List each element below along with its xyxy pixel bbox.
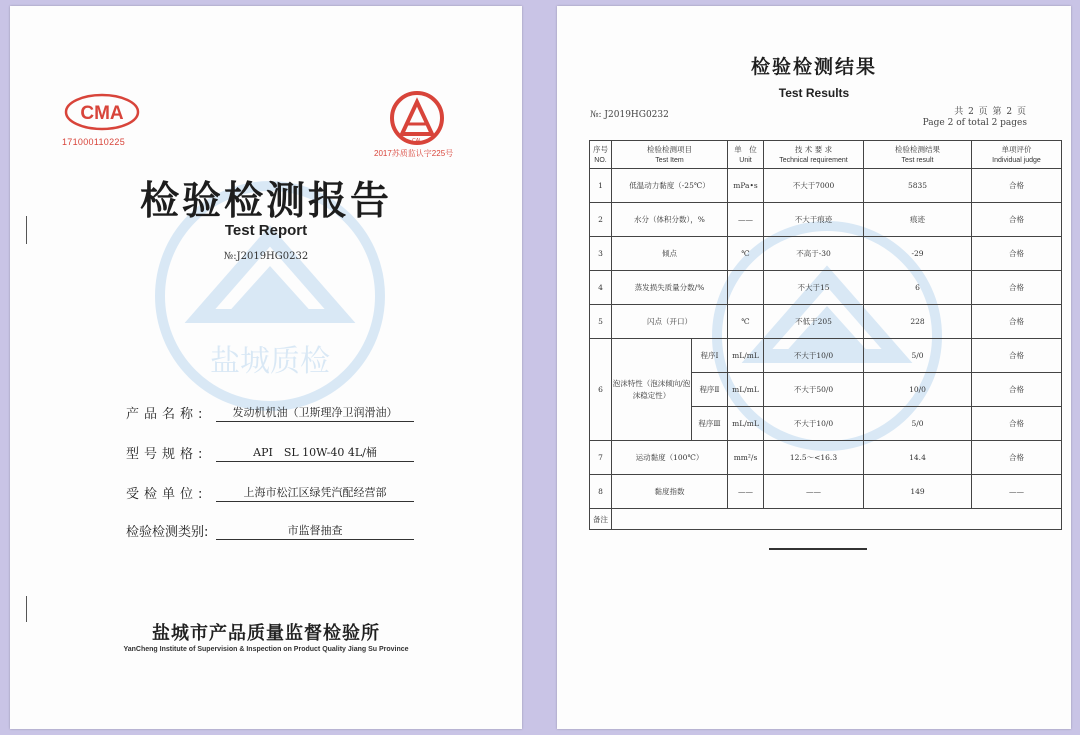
page-count-en: Page 2 of total 2 pages (922, 118, 1027, 128)
report-number: №:J2019HG0232 (223, 251, 309, 262)
results-title: 检验检测结果 (750, 56, 877, 78)
inspection-category-row (126, 520, 414, 540)
table-row (590, 441, 1062, 475)
cal-cert-text: 2017苏质监认字225号 (374, 149, 454, 158)
header-item: 检验检测项目 Test Item (612, 141, 728, 169)
product-name-row (126, 402, 414, 422)
cell-item: 蒸发损失质量分数/% (612, 271, 728, 305)
svg-text:CMA: CMA (80, 103, 124, 124)
cell-judge: 合格 (972, 271, 1062, 305)
end-rule (769, 548, 867, 550)
product-name-value: 发动机机油（卫斯理净卫润滑油） (216, 404, 414, 422)
table-row (590, 339, 1062, 373)
cell-item: 水分（体积分数），% (612, 203, 728, 237)
cell-unit: ℃ (728, 237, 764, 271)
cell-judge: 合格 (972, 305, 1062, 339)
cell-no: 5 (590, 305, 612, 339)
cell-no: 4 (590, 271, 612, 305)
cell-unit: —— (728, 475, 764, 509)
institute-name-cn: 盐城市产品质量监督检验所 (152, 623, 380, 644)
table-row (590, 203, 1062, 237)
cell-item: 低温动力黏度（-25℃） (612, 169, 728, 203)
cma-number: 171000110225 (62, 137, 125, 147)
cell-unit: ℃ (728, 305, 764, 339)
svg-text:盐城质检: 盐城质检 (210, 344, 330, 379)
report-title: 检验检测报告 (139, 179, 392, 224)
table-row (590, 237, 1062, 271)
cell-requirement: 不大于10/0 (764, 339, 864, 373)
cell-sequence: 程序Ⅰ (692, 339, 728, 373)
remark-cell (612, 509, 1062, 530)
table-row (590, 475, 1062, 509)
header-result: 检验检测结果 Test result (864, 141, 972, 169)
model-spec-value: API SL 10W-40 4L/桶 (216, 444, 414, 462)
cell-no: 1 (590, 169, 612, 203)
table-row (590, 169, 1062, 203)
cell-requirement: 不大于15 (764, 271, 864, 305)
cell-judge: 合格 (972, 237, 1062, 271)
cell-judge: 合格 (972, 169, 1062, 203)
cell-no: 2 (590, 203, 612, 237)
cell-unit: mPa•s (728, 169, 764, 203)
cell-item: 运动黏度（100℃） (612, 441, 728, 475)
header-requirement: 技 术 要 求 Technical requirement (764, 141, 864, 169)
test-results-page (557, 6, 1071, 729)
cell-judge: 合格 (972, 441, 1062, 475)
cal-logo (384, 90, 450, 146)
inspected-unit-row (126, 482, 414, 502)
cell-result: 5/0 (864, 407, 972, 441)
results-table (589, 140, 1062, 530)
inspected-unit-value: 上海市松江区绿凭汽配经营部 (216, 484, 414, 502)
cell-result: -29 (864, 237, 972, 271)
cell-requirement: 不高于-30 (764, 237, 864, 271)
page-count-cn: 共 2 页 第 2 页 (954, 107, 1027, 117)
cell-judge: 合格 (972, 203, 1062, 237)
cell-result: 5/0 (864, 339, 972, 373)
cell-result: 14.4 (864, 441, 972, 475)
cell-item: 闪点（开口） (612, 305, 728, 339)
header-judge: 单项评价 Individual judge (972, 141, 1062, 169)
cell-item: 泡沫特性（泡沫倾向/泡沫稳定性） (612, 339, 692, 441)
cell-result: 6 (864, 271, 972, 305)
results-subtitle: Test Results (778, 86, 850, 100)
cell-requirement: —— (764, 475, 864, 509)
institute-name-en: YanCheng Institute of Supervision & Inspection on Product Quality Jiang Su Province (123, 646, 409, 653)
cell-requirement: 12.5～<16.3 (764, 441, 864, 475)
cell-result: 痕迹 (864, 203, 972, 237)
cell-no: 8 (590, 475, 612, 509)
model-spec-row (126, 442, 414, 462)
cell-result: 149 (864, 475, 972, 509)
cell-requirement: 不大于10/0 (764, 407, 864, 441)
cell-sequence: 程序Ⅱ (692, 373, 728, 407)
product-name-label: 产品名称: (126, 407, 208, 422)
cell-item: 倾点 (612, 237, 728, 271)
cell-unit: —— (728, 203, 764, 237)
report-cover-page (10, 6, 522, 729)
cell-result: 228 (864, 305, 972, 339)
cell-requirement: 不低于205 (764, 305, 864, 339)
cell-no: 6 (590, 339, 612, 441)
inspection-category-label: 检验检测类别: (126, 525, 209, 540)
cell-judge: —— (972, 475, 1062, 509)
cell-unit: mL/mL (728, 339, 764, 373)
table-row (590, 305, 1062, 339)
cma-logo (64, 92, 140, 132)
inspection-category-value: 市监督抽查 (216, 522, 414, 540)
svg-text:CAL: CAL (412, 138, 422, 144)
remark-row (590, 509, 1062, 530)
cell-unit (728, 271, 764, 305)
cell-no: 3 (590, 237, 612, 271)
edge-mark (26, 596, 27, 622)
remark-label: 备注 (590, 509, 612, 530)
table-header-row (590, 141, 1062, 169)
cell-sequence: 程序Ⅲ (692, 407, 728, 441)
cell-requirement: 不大于痕迹 (764, 203, 864, 237)
cell-result: 5835 (864, 169, 972, 203)
cell-unit: mL/mL (728, 373, 764, 407)
cell-unit: mL/mL (728, 407, 764, 441)
cell-requirement: 不大于7000 (764, 169, 864, 203)
cell-unit: mm²/s (728, 441, 764, 475)
cell-item: 黏度指数 (612, 475, 728, 509)
header-unit: 单 位 Unit (728, 141, 764, 169)
report-number: №: J2019HG0232 (590, 110, 669, 120)
edge-mark (26, 216, 27, 244)
cell-no: 7 (590, 441, 612, 475)
table-row (590, 271, 1062, 305)
inspected-unit-label: 受检单位: (126, 487, 208, 502)
cell-judge: 合格 (972, 407, 1062, 441)
cell-requirement: 不大于50/0 (764, 373, 864, 407)
cell-judge: 合格 (972, 373, 1062, 407)
cell-judge: 合格 (972, 339, 1062, 373)
cell-result: 10/0 (864, 373, 972, 407)
report-subtitle: Test Report (224, 222, 308, 239)
model-spec-label: 型号规格: (126, 447, 208, 462)
header-no: 序号 NO. (590, 141, 612, 169)
